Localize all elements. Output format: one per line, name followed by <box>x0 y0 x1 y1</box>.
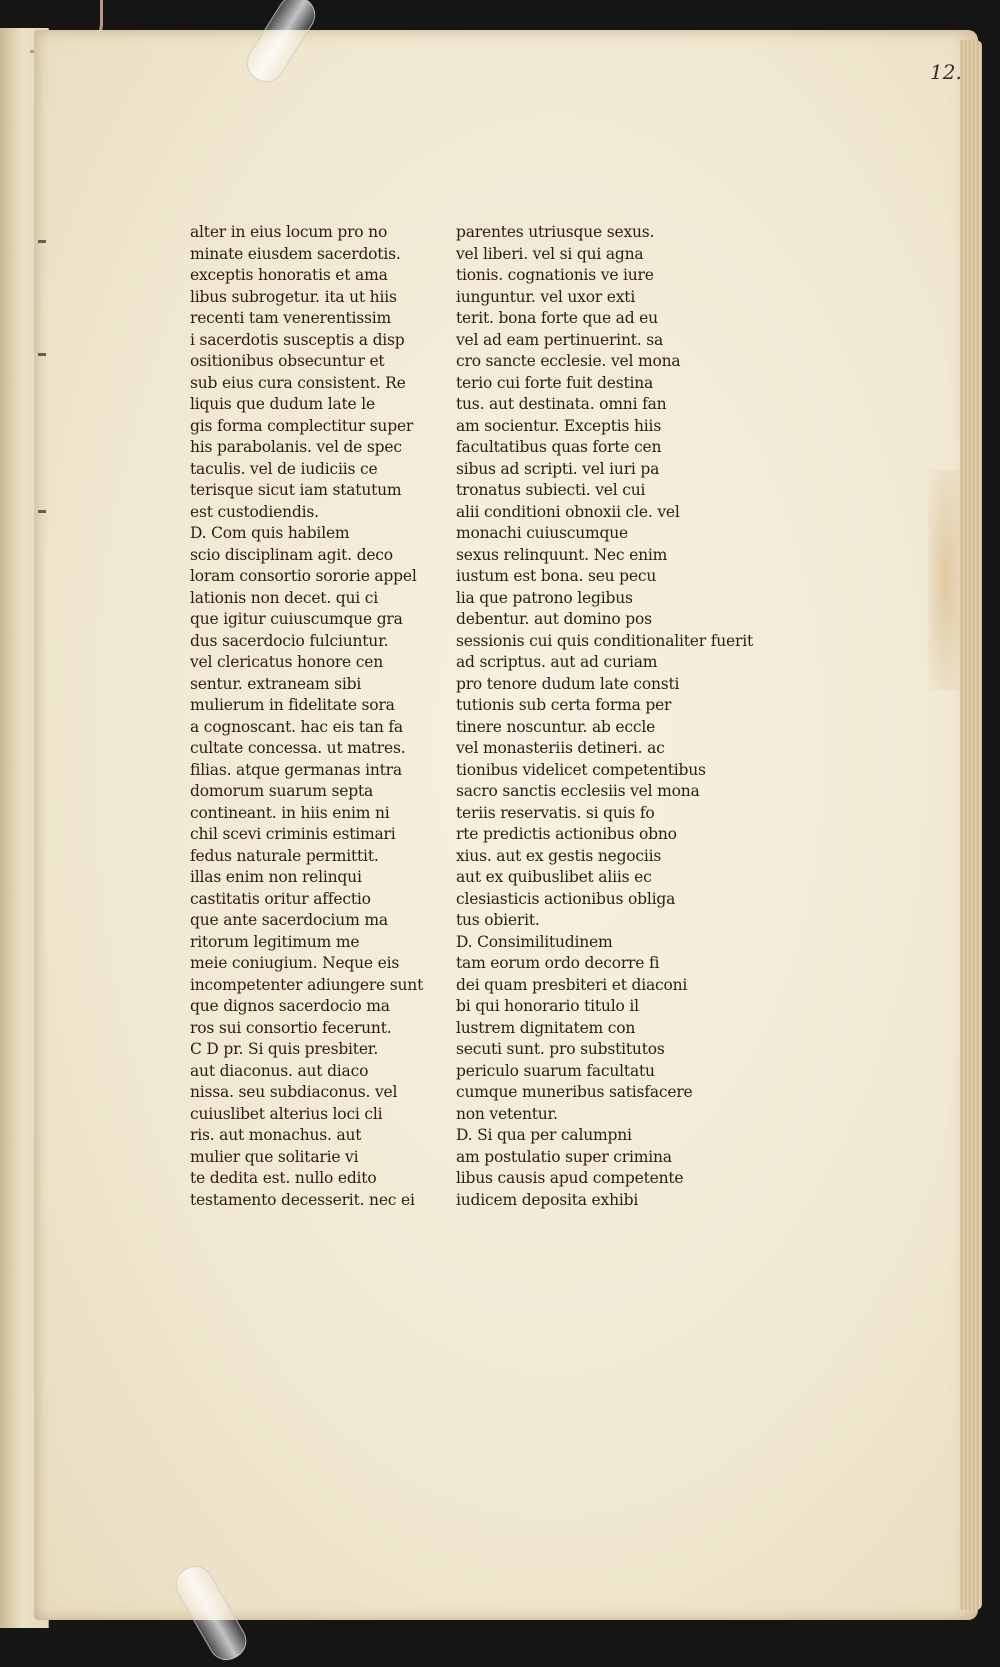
text-line: cro sancte ecclesie. vel mona <box>456 352 681 370</box>
text-line: castitatis oritur affectio <box>190 889 371 908</box>
text-line: secuti sunt. pro substitutos <box>456 1040 665 1058</box>
text-line: domorum suarum septa <box>190 782 374 800</box>
text-line: parentes utriusque sexus. <box>456 223 655 241</box>
folio-number: 12. <box>930 60 962 84</box>
text-line: a cognoscant. hac eis tan fa <box>190 717 403 736</box>
text-line: libus subrogetur. ita ut hiis <box>190 287 397 306</box>
text-line: pro tenore dudum late consti <box>456 674 680 693</box>
text-line: xius. aut ex gestis negociis <box>456 846 662 865</box>
text-line: contineant. in hiis enim ni <box>190 803 390 822</box>
text-line: debentur. aut domino pos <box>456 610 652 628</box>
text-line: cumque muneribus satisfacere <box>456 1083 693 1101</box>
text-line: sacro sanctis ecclesiis vel mona <box>456 782 700 800</box>
text-line: aut ex quibuslibet aliis ec <box>456 868 652 886</box>
text-line: sessionis cui quis conditionaliter fuerit <box>456 631 753 650</box>
text-column-left <box>190 222 450 1211</box>
text-line: i sacerdotis susceptis a disp <box>190 330 405 349</box>
text-line: ritorum legitimum me <box>190 932 360 951</box>
text-line: D. Consimilitudinem <box>456 932 613 951</box>
text-line: cuiuslibet alterius loci cli <box>190 1104 383 1123</box>
text-line: tutionis sub certa forma per <box>456 696 672 714</box>
text-line: loram consortio sororie appel <box>190 567 417 585</box>
margin-mark <box>38 240 46 243</box>
text-line: tionis. cognationis ve iure <box>456 266 654 284</box>
text-line: non vetentur. <box>456 1104 558 1123</box>
text-line: minate eiusdem sacerdotis. <box>190 244 401 263</box>
text-line: terit. bona forte que ad eu <box>456 309 658 327</box>
text-line: sibus ad scripti. vel iuri pa <box>456 459 660 478</box>
text-line: sentur. extraneam sibi <box>190 674 362 693</box>
text-line: terio cui forte fuit destina <box>456 373 654 392</box>
text-line: gis forma complectitur super <box>190 416 414 435</box>
text-line: lationis non decet. qui ci <box>190 588 379 607</box>
text-line: ros sui consortio fecerunt. <box>190 1018 392 1037</box>
text-line: terisque sicut iam statutum <box>190 481 402 499</box>
text-line: teriis reservatis. si quis fo <box>456 803 655 822</box>
text-line: fedus naturale permittit. <box>190 846 379 865</box>
text-line: est custodiendis. <box>190 502 319 521</box>
text-line: am socientur. Exceptis hiis <box>456 416 662 435</box>
text-line: iudicem deposita exhibi <box>456 1190 639 1209</box>
text-line: incompetenter adiungere sunt <box>190 975 424 994</box>
text-line: taculis. vel de iudiciis ce <box>190 459 378 478</box>
text-line: bi qui honorario titulo il <box>456 997 639 1015</box>
text-line: lia que patrono legibus <box>456 588 633 607</box>
text-line: illas enim non relinqui <box>190 868 362 886</box>
text-line: alii conditioni obnoxii cle. vel <box>456 502 680 521</box>
text-line: aut diaconus. aut diaco <box>190 1061 369 1080</box>
text-line: tus obierit. <box>456 911 540 929</box>
text-line: filias. atque germanas intra <box>190 760 402 779</box>
text-line: tionibus videlicet competentibus <box>456 760 706 779</box>
right-page-edges <box>960 40 982 1610</box>
text-line: ositionibus obsecuntur et <box>190 352 385 370</box>
text-line: mulier que solitarie vi <box>190 1147 359 1166</box>
text-line: clesiasticis actionibus obliga <box>456 889 676 908</box>
text-line: lustrem dignitatem con <box>456 1018 636 1037</box>
text-line: iunguntur. vel uxor exti <box>456 287 636 306</box>
text-line: tus. aut destinata. omni fan <box>456 395 667 413</box>
text-line: chil scevi criminis estimari <box>190 825 396 843</box>
text-line: vel clericatus honore cen <box>190 653 383 671</box>
text-line: monachi cuiuscumque <box>456 524 628 542</box>
text-line: que dignos sacerdocio ma <box>190 997 390 1015</box>
water-stain <box>928 470 964 690</box>
text-line: vel ad eam pertinuerint. sa <box>456 330 663 349</box>
text-line: dei quam presbiteri et diaconi <box>456 975 688 994</box>
text-column-right <box>456 222 753 1211</box>
text-line: vel monasteriis detineri. ac <box>456 739 665 757</box>
margin-mark <box>38 353 46 356</box>
text-line: iustum est bona. seu pecu <box>456 567 657 585</box>
text-line: C D pr. Si quis presbiter. <box>190 1040 379 1058</box>
text-line: mulierum in fidelitate sora <box>190 696 395 714</box>
text-line: que igitur cuiuscumque gra <box>190 610 403 628</box>
text-line: tam eorum ordo decorre fi <box>456 954 660 972</box>
text-line: rte predictis actionibus obno <box>456 825 677 843</box>
text-line: am postulatio super crimina <box>456 1147 672 1166</box>
text-line: vel liberi. vel si qui agna <box>456 244 644 263</box>
text-line: nissa. seu subdiaconus. vel <box>190 1083 398 1101</box>
text-line: periculo suarum facultatu <box>456 1061 655 1080</box>
margin-mark <box>38 510 46 513</box>
text-line: tinere noscuntur. ab eccle <box>456 717 656 736</box>
text-line: testamento decesserit. nec ei <box>190 1190 415 1209</box>
text-line: liquis que dudum late le <box>190 395 375 413</box>
text-line: scio disciplinam agit. deco <box>190 545 393 564</box>
text-line: dus sacerdocio fulciuntur. <box>190 631 389 650</box>
text-line: exceptis honoratis et ama <box>190 266 388 284</box>
text-line: cultate concessa. ut matres. <box>190 739 406 757</box>
text-line: ris. aut monachus. aut <box>190 1126 362 1144</box>
text-line: D. Com quis habilem <box>190 524 350 542</box>
text-line: libus causis apud competente <box>456 1169 684 1187</box>
text-line: sexus relinquunt. Nec enim <box>456 545 668 564</box>
text-line: sub eius cura consistent. Re <box>190 373 406 392</box>
text-line: te dedita est. nullo edito <box>190 1169 377 1187</box>
text-line: ad scriptus. aut ad curiam <box>456 653 658 671</box>
text-line: facultatibus quas forte cen <box>456 438 662 456</box>
text-line: recenti tam venerentissim <box>190 309 392 327</box>
text-line: his parabolanis. vel de spec <box>190 438 402 456</box>
text-line: tronatus subiecti. vel cui <box>456 481 646 499</box>
text-line: meie coniugium. Neque eis <box>190 954 400 972</box>
text-line: D. Si qua per calumpni <box>456 1126 632 1144</box>
text-line: alter in eius locum pro no <box>190 223 388 241</box>
text-line: que ante sacerdocium ma <box>190 911 388 929</box>
